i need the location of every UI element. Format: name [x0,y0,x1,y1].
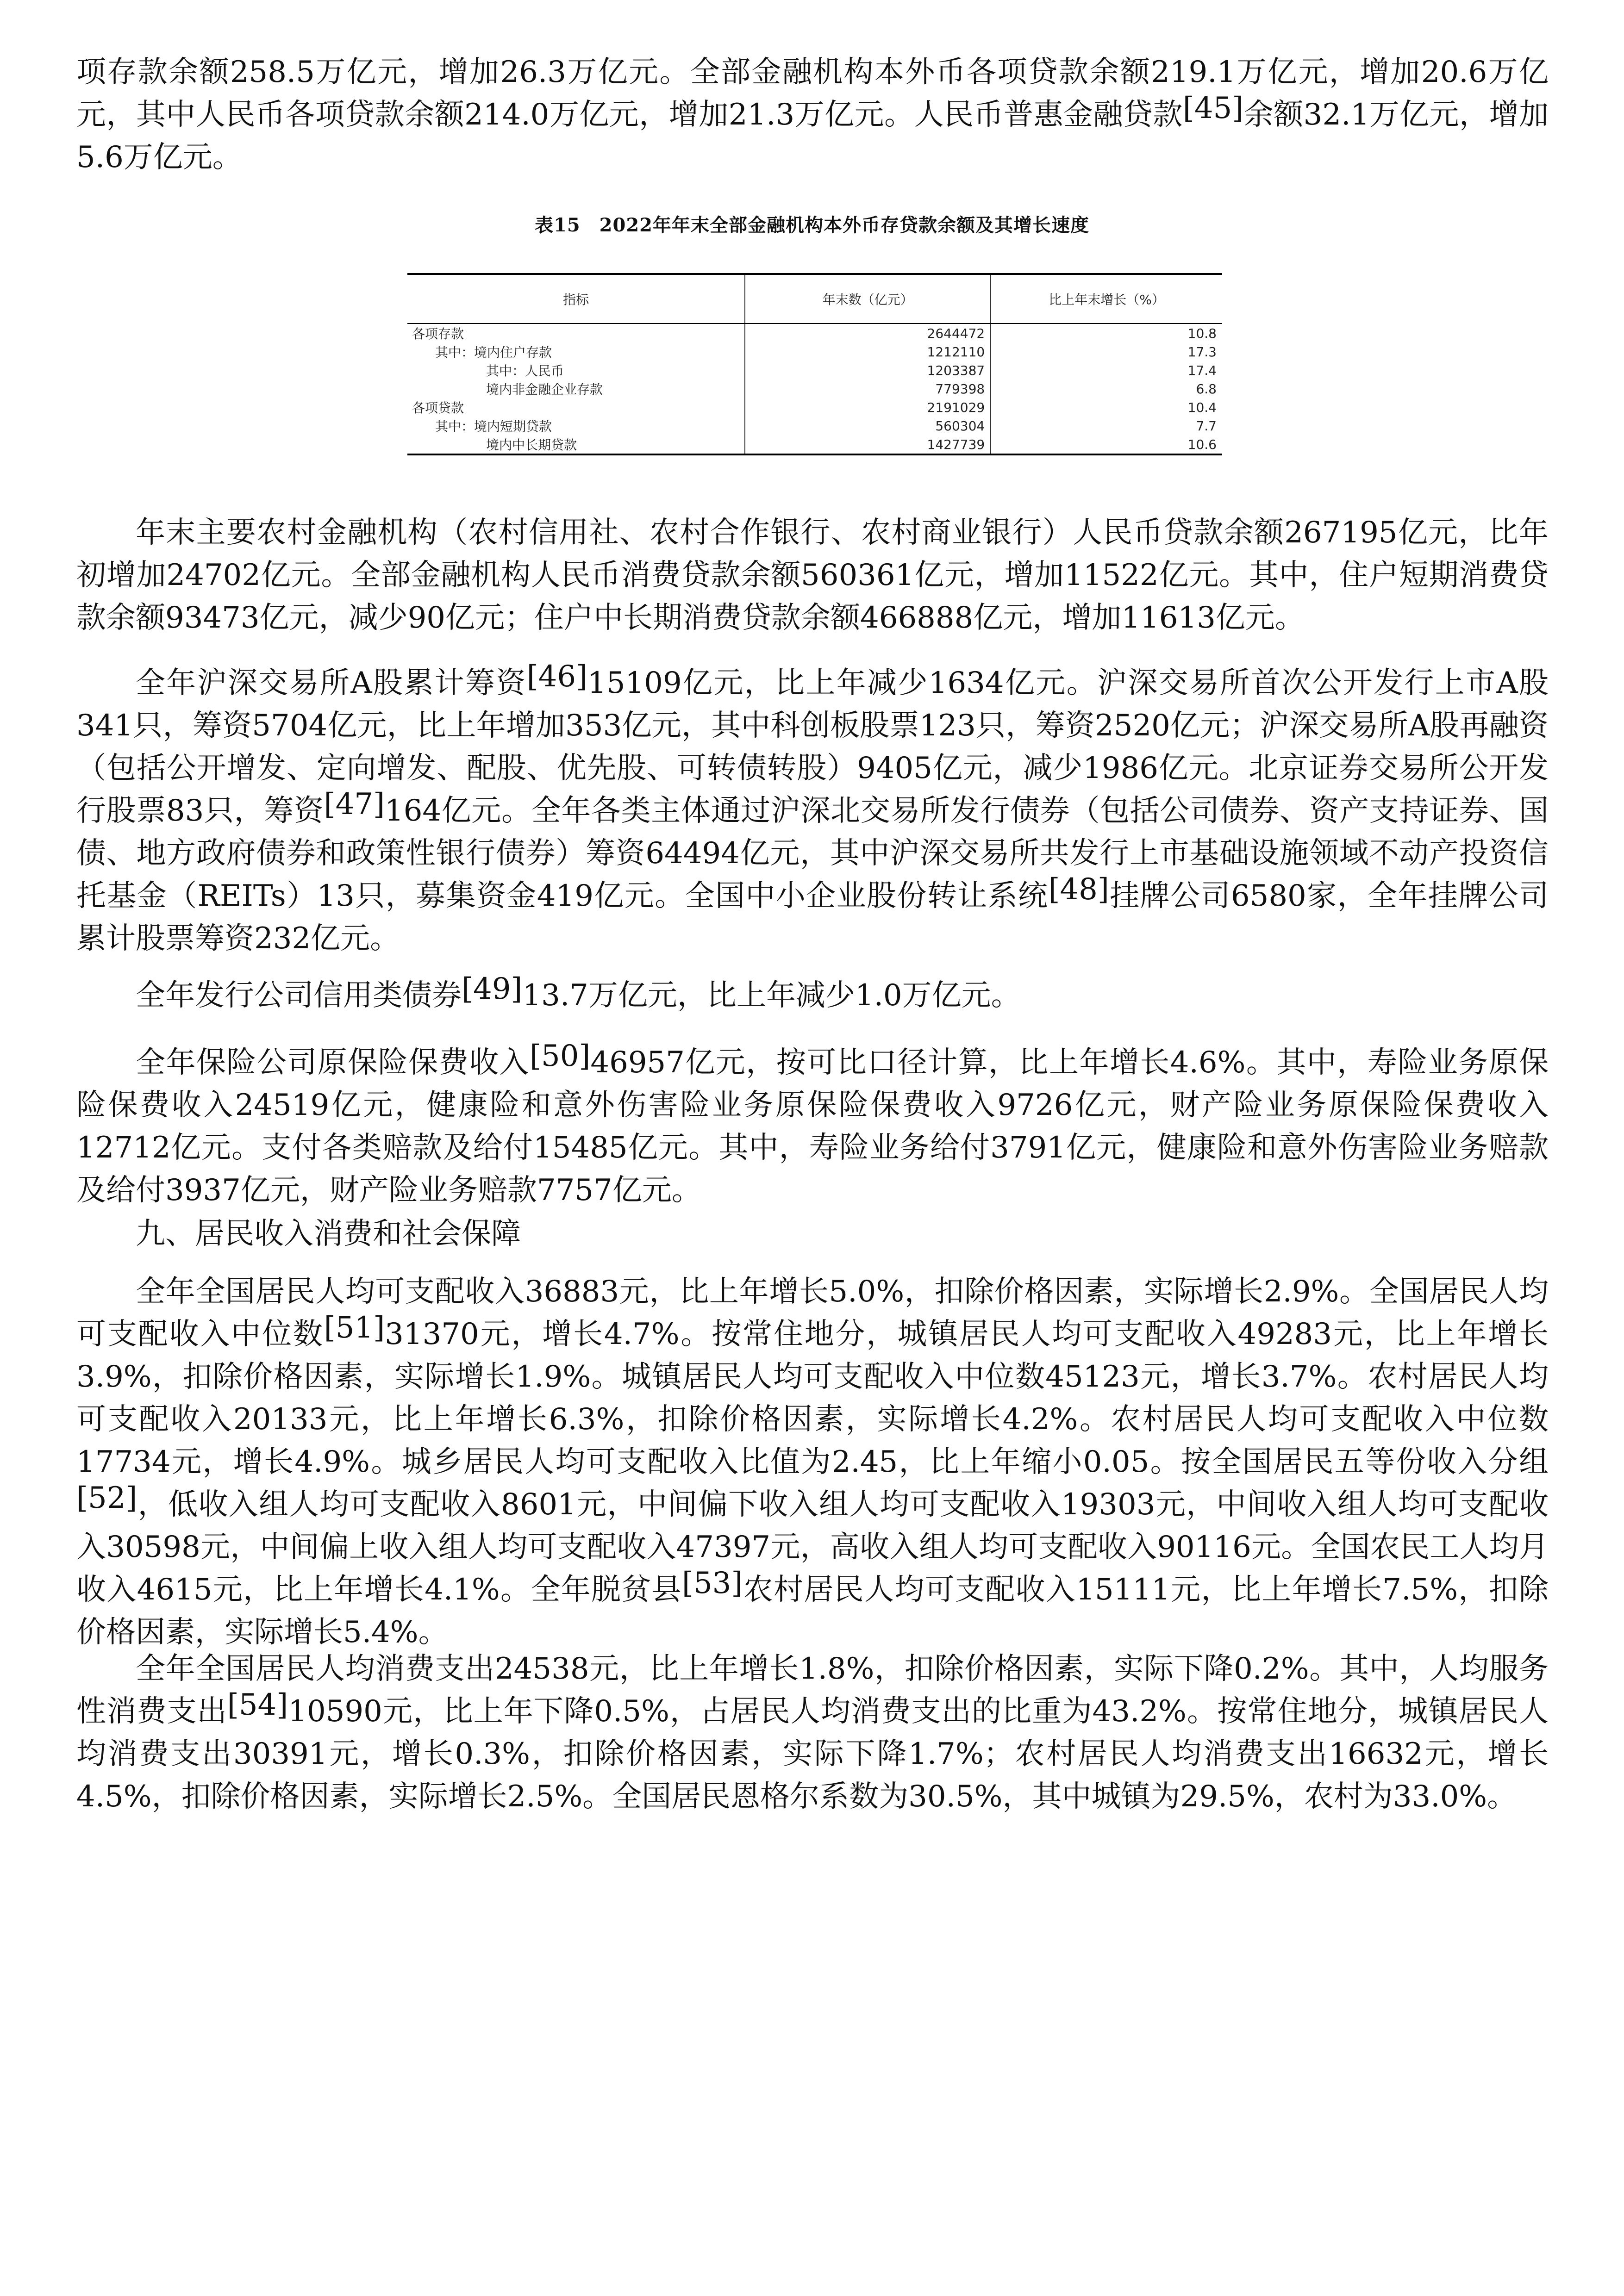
row-value: 2191029 [745,398,991,417]
row-label: 各项贷款 [412,400,464,416]
text-run: 余额32.1万亿元，增加5.6万亿元。 [76,98,1549,174]
text-run: 15109亿元，比上年减少1634亿元。沪深交易所首次公开发行上市A股341只，筹资5704亿元，比上年增加353亿元，其中科创板股票123只，筹资2520亿元；沪深交易所A股再融资（包括公开增发、定向增发、配股、优先股、可转债转股）9405亿元，减少1986亿元。北京证券交易所公开发行股票83只，筹资 [76,666,1549,828]
text-run: 164亿元。全年各类主体通过沪深北交易所发行债券（包括公司债券、资产支持证券、国债、地方政府债券和政策性银行债券）筹资64494亿元，其中沪深交易所共发行上市基础设施领域不动产投资信托基金（REITs）13只，募集资金419亿元。全国中小企业股份转让系统 [76,794,1549,913]
footnote-ref-49[interactable]: [49] [462,972,523,1006]
footnote-ref-47[interactable]: [47] [324,787,385,821]
text-run: 全年全国居民人均消费支出24538元，比上年增长1.8%，扣除价格因素，实际下降0.2%。其中，人均服务性消费支出 [76,1652,1549,1729]
row-label: 各项存款 [412,326,464,342]
text-run: 13.7万亿元，比上年减少1.0万亿元。 [522,978,1021,1013]
paragraph-rural-consumer-loans: 年末主要农村金融机构（农村信用社、农村合作银行、农村商业银行）人民币贷款余额267195亿元，比年初增加24702亿元。全部金融机构人民币消费贷款余额560361亿元，增加11522亿元。其中，住户短期消费贷款余额93473亿元，减少90亿元；住户中长期消费贷款余额466888亿元，增加11613亿元。 [76,516,1549,635]
text-run: 全年保险公司原保险保费收入 [136,1045,530,1080]
footnote-ref-53[interactable]: [53] [681,1566,743,1600]
text-run: 挂牌公司6580家，全年挂牌公司累计股票筹资232亿元。 [76,879,1549,956]
row-value: 1203387 [745,361,991,380]
row-label: 境内中长期贷款 [407,435,745,454]
section-heading: 九、居民收入消费和社会保障 [136,1217,521,1251]
footnote-ref-54[interactable]: [54] [227,1688,288,1722]
footnote-ref-51[interactable]: [51] [324,1311,385,1345]
table-title: 表15 2022年年末全部金融机构本外币存贷款余额及其增长速度 [535,214,1089,236]
text-run: 10590元，比上年下降0.5%，占居民人均消费支出的比重为43.2%。按常住地分，城镇居民人均消费支出30391元，增长0.3%，扣除价格因素，实际下降1.7%；农村居民人均消费支出16632元，增长4.5%，扣除价格因素，实际增长2.5%。全国居民恩格尔系数为30.5%，其中城镇为29.5%，农村为33.0%。 [76,1694,1549,1814]
paragraph-credit-bonds [76,974,1549,1017]
table-header-row [407,274,1222,324]
paragraph-stock-bond-financing [76,662,1549,960]
text-run: 全年沪深交易所A股累计筹资 [136,666,527,700]
table-row [407,417,1222,435]
row-growth: 10.8 [991,324,1222,342]
footnote-ref-48[interactable]: [48] [1048,872,1109,907]
footnote-ref-52[interactable]: [52] [76,1481,137,1515]
table-row [407,380,1222,398]
text-run: 全年全国居民人均可支配收入36883元，比上年增长5.0%，扣除价格因素，实际增长2.9%。全国居民人均可支配收入中位数 [76,1275,1549,1351]
paragraph-deposits-loans [76,51,1549,179]
row-value: 1212110 [745,342,991,361]
row-value: 779398 [745,380,991,398]
table-header-growth: 比上年末增长（%） [991,274,1222,324]
paragraph-consumption [76,1648,1549,1818]
paragraph-insurance [76,1041,1549,1212]
row-value: 2644472 [745,324,991,342]
footnote-ref-50[interactable]: [50] [530,1039,591,1073]
row-growth: 17.3 [991,342,1222,361]
row-label: 其中：境内住户存款 [435,345,552,360]
text-run: 项存款余额258.5万亿元，增加26.3万亿元。全部金融机构本外币各项贷款余额219.1万亿元，增加20.6万亿元，其中人民币各项贷款余额214.0万亿元，增加21.3万亿元。人民币普惠金融贷款 [76,55,1549,132]
row-label: 其中：境内短期贷款 [435,419,552,434]
text-run: 全年发行公司信用类债券 [136,978,462,1013]
row-value: 560304 [745,417,991,435]
row-label: 境内非金融企业存款 [486,382,603,397]
text-run: 31370元，增长4.7%。按常住地分，城镇居民人均可支配收入49283元，比上年增长3.9%，扣除价格因素，实际增长1.9%。城镇居民人均可支配收入中位数45123元，增长3.7%。农村居民人均可支配收入20133元，比上年增长6.3%，扣除价格因素，实际增长4.2%。农村居民人均可支配收入中位数17734元，增长4.9%。城乡居民人均可支配收入比值为2.45，比上年缩小0.05。按全国居民五等份收入分组 [76,1317,1549,1479]
text-run: 农村居民人均可支配收入15111元，比上年增长7.5%，扣除价格因素，实际增长5.4%。 [76,1573,1549,1649]
text-run: 46957亿元，按可比口径计算，比上年增长4.6%。其中，寿险业务原保险保费收入24519亿元，健康险和意外伤害险业务原保险保费收入9726亿元，财产险业务原保险保费收入12712亿元。支付各类赔款及给付15485亿元。其中，寿险业务给付3791亿元，健康险和意外伤害险业务赔款及给付3937亿元，财产险业务赔款7757亿元。 [76,1045,1549,1207]
table-row [407,324,1222,342]
row-growth: 7.7 [991,417,1222,435]
table-header-indicator: 指标 [407,274,745,324]
footnote-ref-45[interactable]: [45] [1182,91,1244,125]
row-growth: 10.6 [991,435,1222,454]
table-row [407,398,1222,417]
footnote-ref-46[interactable]: [46] [526,660,588,694]
table-row [407,342,1222,361]
row-growth: 10.4 [991,398,1222,417]
table-row [407,435,1222,454]
row-growth: 6.8 [991,380,1222,398]
row-value: 1427739 [745,435,991,454]
row-label: 其中：人民币 [486,363,564,379]
deposit-loan-table [407,273,1222,455]
paragraph-income [76,1270,1549,1654]
table-row [407,361,1222,380]
text-run: ，低收入组人均可支配收入8601元，中间偏下收入组人均可支配收入19303元，中间收入组人均可支配收入30598元，中间偏上收入组人均可支配收入47397元，高收入组人均可支配收入90116元。全国农民工人均月收入4615元，比上年增长4.1%。全年脱贫县 [76,1487,1549,1607]
row-growth: 17.4 [991,361,1222,380]
table-header-year-end: 年末数（亿元） [745,274,991,324]
